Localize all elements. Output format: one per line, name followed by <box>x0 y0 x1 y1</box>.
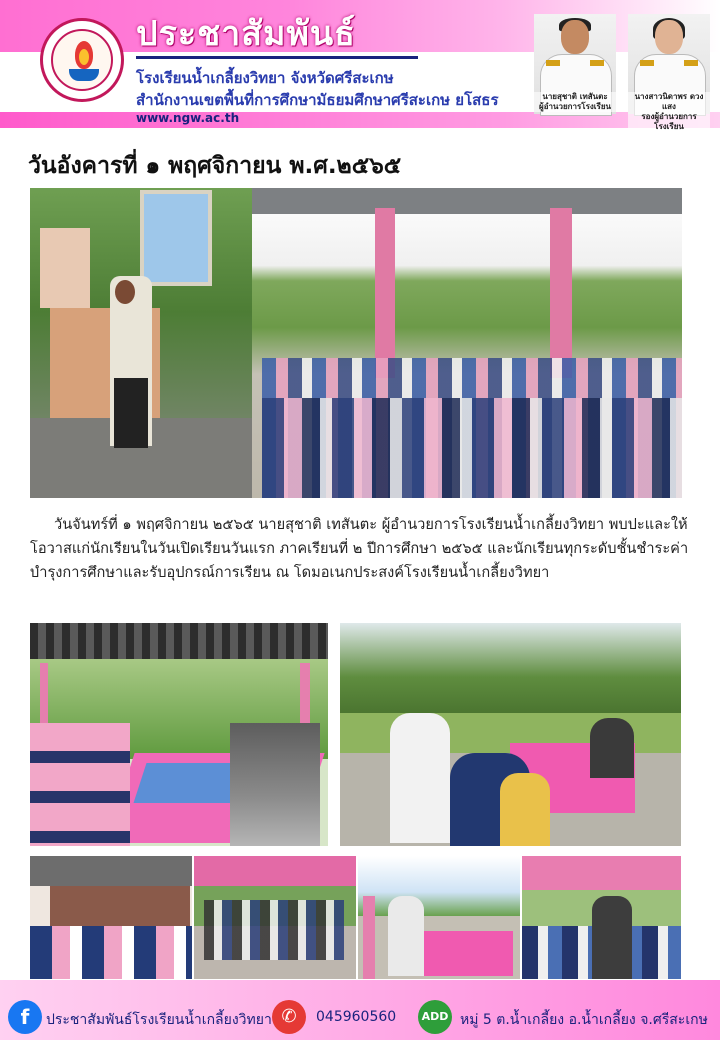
phone-number[interactable]: 045960560 <box>316 1009 397 1025</box>
main-photo-assembly <box>30 188 682 498</box>
photo-classroom-4 <box>522 856 681 979</box>
deputy-portrait <box>628 14 710 131</box>
title-divider <box>136 56 418 59</box>
header-bottom-band <box>0 112 720 128</box>
website-link[interactable]: www.ngw.ac.th <box>136 111 240 125</box>
header <box>0 0 720 130</box>
article-body: วันจันทร์ที่ ๑ พฤศจิกายน ๒๕๖๕ นายสุชาติ เทสันตะ ผู้อำนวยการโรงเรียนน้ำเกลี้ยงวิทยา พบปะและให้โอวาสแก่นักเรียนในวันเปิดเรียนวันแรก ภาคเรียนที่ ๒ ปีการศึกษา ๒๕๖๕ และนักเรียนทุกระดับชั้นชำระค่าบำรุงการศึกษาและรับอุปกรณ์การเรียน ณ โดมอเนกประสงค์โรงเรียนน้ำเกลี้ยงวิทยา <box>30 516 689 581</box>
facebook-icon[interactable]: f <box>8 1000 42 1034</box>
director-caption: นายสุชาติ เทสันตะ ผู้อำนวยการโรงเรียน <box>534 92 616 112</box>
facebook-page-label[interactable]: ประชาสัมพันธ์โรงเรียนน้ำเกลี้ยงวิทยา <box>46 1012 272 1028</box>
line-add-icon[interactable]: ADD <box>418 1000 452 1034</box>
photo-classroom-3 <box>358 856 520 979</box>
deputy-caption: นางสาวนิดาพร ดวงแสง รองผู้อำนวยการโรงเรียน <box>628 92 710 132</box>
director-portrait <box>534 14 616 114</box>
photo-classroom-1 <box>30 856 192 979</box>
date-heading: วันอังคารที่ ๑ พฤศจิกายน พ.ศ.๒๕๖๕ <box>28 153 402 179</box>
school-name: โรงเรียนน้ำเกลี้ยงวิทยา จังหวัดศรีสะเกษ <box>136 69 394 87</box>
phone-icon[interactable]: ✆ <box>272 1000 306 1034</box>
photo-classroom-2 <box>194 856 356 979</box>
school-address: หมู่ 5 ต.น้ำเกลี้ยง อ.น้ำเกลี้ยง จ.ศรีสะเกษ <box>460 1012 708 1028</box>
page-title: ประชาสัมพันธ์ <box>136 14 356 54</box>
photo-registration-desk-2 <box>340 623 681 846</box>
photo-registration-desk-1 <box>30 623 328 846</box>
office-name: สำนักงานเขตพื้นที่การศึกษามัธยมศึกษาศรีสะเกษ ยโสธร <box>136 91 499 109</box>
school-logo <box>40 18 124 102</box>
